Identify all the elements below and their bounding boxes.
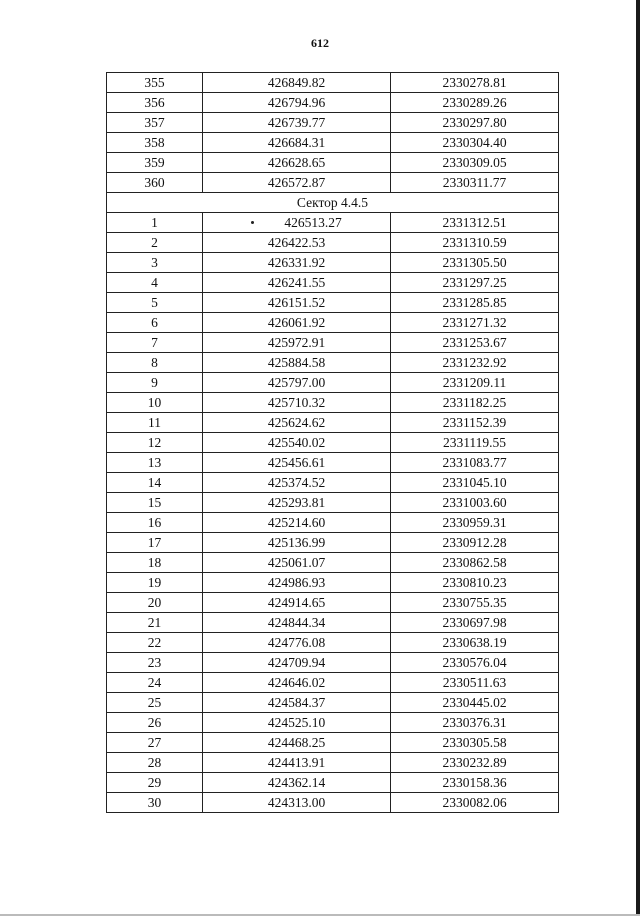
point-number-cell: 4 bbox=[107, 273, 203, 293]
y-coordinate-cell: 2331253.67 bbox=[391, 333, 559, 353]
x-coordinate-cell: 426849.82 bbox=[203, 73, 391, 93]
table-row bbox=[107, 753, 559, 773]
point-number-cell: 1 bbox=[107, 213, 203, 233]
table-row bbox=[107, 653, 559, 673]
y-coordinate-cell: 2331232.92 bbox=[391, 353, 559, 373]
x-coordinate-cell: 424584.37 bbox=[203, 693, 391, 713]
x-coordinate-cell: 424468.25 bbox=[203, 733, 391, 753]
x-coordinate-cell: 424844.34 bbox=[203, 613, 391, 633]
point-number-cell: 5 bbox=[107, 293, 203, 313]
point-number-cell: 2 bbox=[107, 233, 203, 253]
scan-dot-mark bbox=[251, 221, 254, 224]
point-number-cell: 355 bbox=[107, 73, 203, 93]
x-coordinate-cell: 424914.65 bbox=[203, 593, 391, 613]
x-coordinate-cell: 424646.02 bbox=[203, 673, 391, 693]
table-row bbox=[107, 313, 559, 333]
point-number-cell: 20 bbox=[107, 593, 203, 613]
table-row bbox=[107, 333, 559, 353]
point-number-cell: 10 bbox=[107, 393, 203, 413]
table-row bbox=[107, 593, 559, 613]
point-number-cell: 357 bbox=[107, 113, 203, 133]
x-coordinate-cell: 425293.81 bbox=[203, 493, 391, 513]
table-row bbox=[107, 553, 559, 573]
table-row bbox=[107, 733, 559, 753]
table-row bbox=[107, 453, 559, 473]
y-coordinate-cell: 2331083.77 bbox=[391, 453, 559, 473]
y-coordinate-cell: 2331271.32 bbox=[391, 313, 559, 333]
y-coordinate-cell: 2330810.23 bbox=[391, 573, 559, 593]
x-coordinate-cell: 425456.61 bbox=[203, 453, 391, 473]
x-coordinate-cell: 425136.99 bbox=[203, 533, 391, 553]
x-coordinate-cell: 426061.92 bbox=[203, 313, 391, 333]
y-coordinate-cell: 2330755.35 bbox=[391, 593, 559, 613]
y-coordinate-cell: 2330959.31 bbox=[391, 513, 559, 533]
y-coordinate-cell: 2331310.59 bbox=[391, 233, 559, 253]
y-coordinate-cell: 2331285.85 bbox=[391, 293, 559, 313]
page-number: 612 bbox=[311, 36, 329, 50]
table-row bbox=[107, 93, 559, 113]
y-coordinate-cell: 2331045.10 bbox=[391, 473, 559, 493]
table-row bbox=[107, 73, 559, 93]
table-row bbox=[107, 493, 559, 513]
y-coordinate-cell: 2330304.40 bbox=[391, 133, 559, 153]
table-row bbox=[107, 633, 559, 653]
sector-header-row bbox=[107, 193, 559, 213]
y-coordinate-cell: 2330697.98 bbox=[391, 613, 559, 633]
y-coordinate-cell: 2330232.89 bbox=[391, 753, 559, 773]
table-row bbox=[107, 773, 559, 793]
y-coordinate-cell: 2331182.25 bbox=[391, 393, 559, 413]
x-coordinate-cell: 425061.07 bbox=[203, 553, 391, 573]
y-coordinate-cell: 2330638.19 bbox=[391, 633, 559, 653]
coordinates-table-body bbox=[107, 73, 559, 813]
y-coordinate-cell: 2330297.80 bbox=[391, 113, 559, 133]
y-coordinate-cell: 2331003.60 bbox=[391, 493, 559, 513]
y-coordinate-cell: 2330862.58 bbox=[391, 553, 559, 573]
point-number-cell: 21 bbox=[107, 613, 203, 633]
y-coordinate-cell: 2330309.05 bbox=[391, 153, 559, 173]
point-number-cell: 12 bbox=[107, 433, 203, 453]
y-coordinate-cell: 2330912.28 bbox=[391, 533, 559, 553]
point-number-cell: 28 bbox=[107, 753, 203, 773]
x-coordinate-cell: 425540.02 bbox=[203, 433, 391, 453]
x-coordinate-cell: 425972.91 bbox=[203, 333, 391, 353]
point-number-cell: 11 bbox=[107, 413, 203, 433]
point-number-cell: 25 bbox=[107, 693, 203, 713]
table-row bbox=[107, 373, 559, 393]
table-row bbox=[107, 293, 559, 313]
point-number-cell: 15 bbox=[107, 493, 203, 513]
y-coordinate-cell: 2331297.25 bbox=[391, 273, 559, 293]
y-coordinate-cell: 2330311.77 bbox=[391, 173, 559, 193]
point-number-cell: 8 bbox=[107, 353, 203, 373]
x-coordinate-cell: 424525.10 bbox=[203, 713, 391, 733]
point-number-cell: 14 bbox=[107, 473, 203, 493]
table-row bbox=[107, 413, 559, 433]
y-coordinate-cell: 2330158.36 bbox=[391, 773, 559, 793]
x-coordinate-cell: 425624.62 bbox=[203, 413, 391, 433]
x-coordinate-cell: 426422.53 bbox=[203, 233, 391, 253]
x-coordinate-cell: 426684.31 bbox=[203, 133, 391, 153]
y-coordinate-cell: 2330376.31 bbox=[391, 713, 559, 733]
point-number-cell: 29 bbox=[107, 773, 203, 793]
point-number-cell: 9 bbox=[107, 373, 203, 393]
table-row bbox=[107, 393, 559, 413]
y-coordinate-cell: 2331119.55 bbox=[391, 433, 559, 453]
x-coordinate-cell: 425710.32 bbox=[203, 393, 391, 413]
x-coordinate-cell: 424313.00 bbox=[203, 793, 391, 813]
y-coordinate-cell: 2331312.51 bbox=[391, 213, 559, 233]
x-coordinate-cell: 424986.93 bbox=[203, 573, 391, 593]
point-number-cell: 17 bbox=[107, 533, 203, 553]
point-number-cell: 30 bbox=[107, 793, 203, 813]
point-number-cell: 22 bbox=[107, 633, 203, 653]
x-coordinate-cell: 425214.60 bbox=[203, 513, 391, 533]
point-number-cell: 26 bbox=[107, 713, 203, 733]
table-row bbox=[107, 613, 559, 633]
table-row bbox=[107, 153, 559, 173]
point-number-cell: 3 bbox=[107, 253, 203, 273]
table-row bbox=[107, 253, 559, 273]
y-coordinate-cell: 2330576.04 bbox=[391, 653, 559, 673]
x-coordinate-cell: 424776.08 bbox=[203, 633, 391, 653]
x-coordinate-cell: 426513.27 bbox=[203, 213, 391, 233]
point-number-cell: 27 bbox=[107, 733, 203, 753]
y-coordinate-cell: 2331305.50 bbox=[391, 253, 559, 273]
point-number-cell: 24 bbox=[107, 673, 203, 693]
point-number-cell: 359 bbox=[107, 153, 203, 173]
table-row bbox=[107, 793, 559, 813]
table-row bbox=[107, 473, 559, 493]
y-coordinate-cell: 2330082.06 bbox=[391, 793, 559, 813]
table-row bbox=[107, 533, 559, 553]
x-coordinate-cell: 425374.52 bbox=[203, 473, 391, 493]
table-row bbox=[107, 673, 559, 693]
x-coordinate-cell: 425797.00 bbox=[203, 373, 391, 393]
table-row bbox=[107, 133, 559, 153]
point-number-cell: 6 bbox=[107, 313, 203, 333]
y-coordinate-cell: 2330278.81 bbox=[391, 73, 559, 93]
sector-title: Сектор 4.4.5 bbox=[107, 193, 559, 213]
x-coordinate-cell: 426794.96 bbox=[203, 93, 391, 113]
point-number-cell: 19 bbox=[107, 573, 203, 593]
table-row bbox=[107, 273, 559, 293]
table-row bbox=[107, 173, 559, 193]
coordinates-table bbox=[106, 72, 559, 813]
point-number-cell: 18 bbox=[107, 553, 203, 573]
x-coordinate-cell: 426572.87 bbox=[203, 173, 391, 193]
point-number-cell: 7 bbox=[107, 333, 203, 353]
table-row bbox=[107, 353, 559, 373]
y-coordinate-cell: 2330305.58 bbox=[391, 733, 559, 753]
x-coordinate-cell: 426331.92 bbox=[203, 253, 391, 273]
point-number-cell: 356 bbox=[107, 93, 203, 113]
x-coordinate-cell: 424362.14 bbox=[203, 773, 391, 793]
y-coordinate-cell: 2330445.02 bbox=[391, 693, 559, 713]
x-coordinate-cell: 424413.91 bbox=[203, 753, 391, 773]
x-coordinate-cell: 426739.77 bbox=[203, 113, 391, 133]
table-row bbox=[107, 113, 559, 133]
scan-edge-right bbox=[636, 0, 640, 916]
y-coordinate-cell: 2331152.39 bbox=[391, 413, 559, 433]
x-coordinate-cell: 426241.55 bbox=[203, 273, 391, 293]
table-row bbox=[107, 573, 559, 593]
point-number-cell: 358 bbox=[107, 133, 203, 153]
table-row bbox=[107, 713, 559, 733]
y-coordinate-cell: 2330511.63 bbox=[391, 673, 559, 693]
table-row bbox=[107, 233, 559, 253]
point-number-cell: 16 bbox=[107, 513, 203, 533]
y-coordinate-cell: 2330289.26 bbox=[391, 93, 559, 113]
point-number-cell: 13 bbox=[107, 453, 203, 473]
x-coordinate-cell: 425884.58 bbox=[203, 353, 391, 373]
point-number-cell: 23 bbox=[107, 653, 203, 673]
x-coordinate-cell: 426151.52 bbox=[203, 293, 391, 313]
point-number-cell: 360 bbox=[107, 173, 203, 193]
table-row bbox=[107, 513, 559, 533]
x-coordinate-cell: 426628.65 bbox=[203, 153, 391, 173]
table-row bbox=[107, 213, 559, 233]
x-coordinate-cell: 424709.94 bbox=[203, 653, 391, 673]
table-row bbox=[107, 433, 559, 453]
table-row bbox=[107, 693, 559, 713]
y-coordinate-cell: 2331209.11 bbox=[391, 373, 559, 393]
